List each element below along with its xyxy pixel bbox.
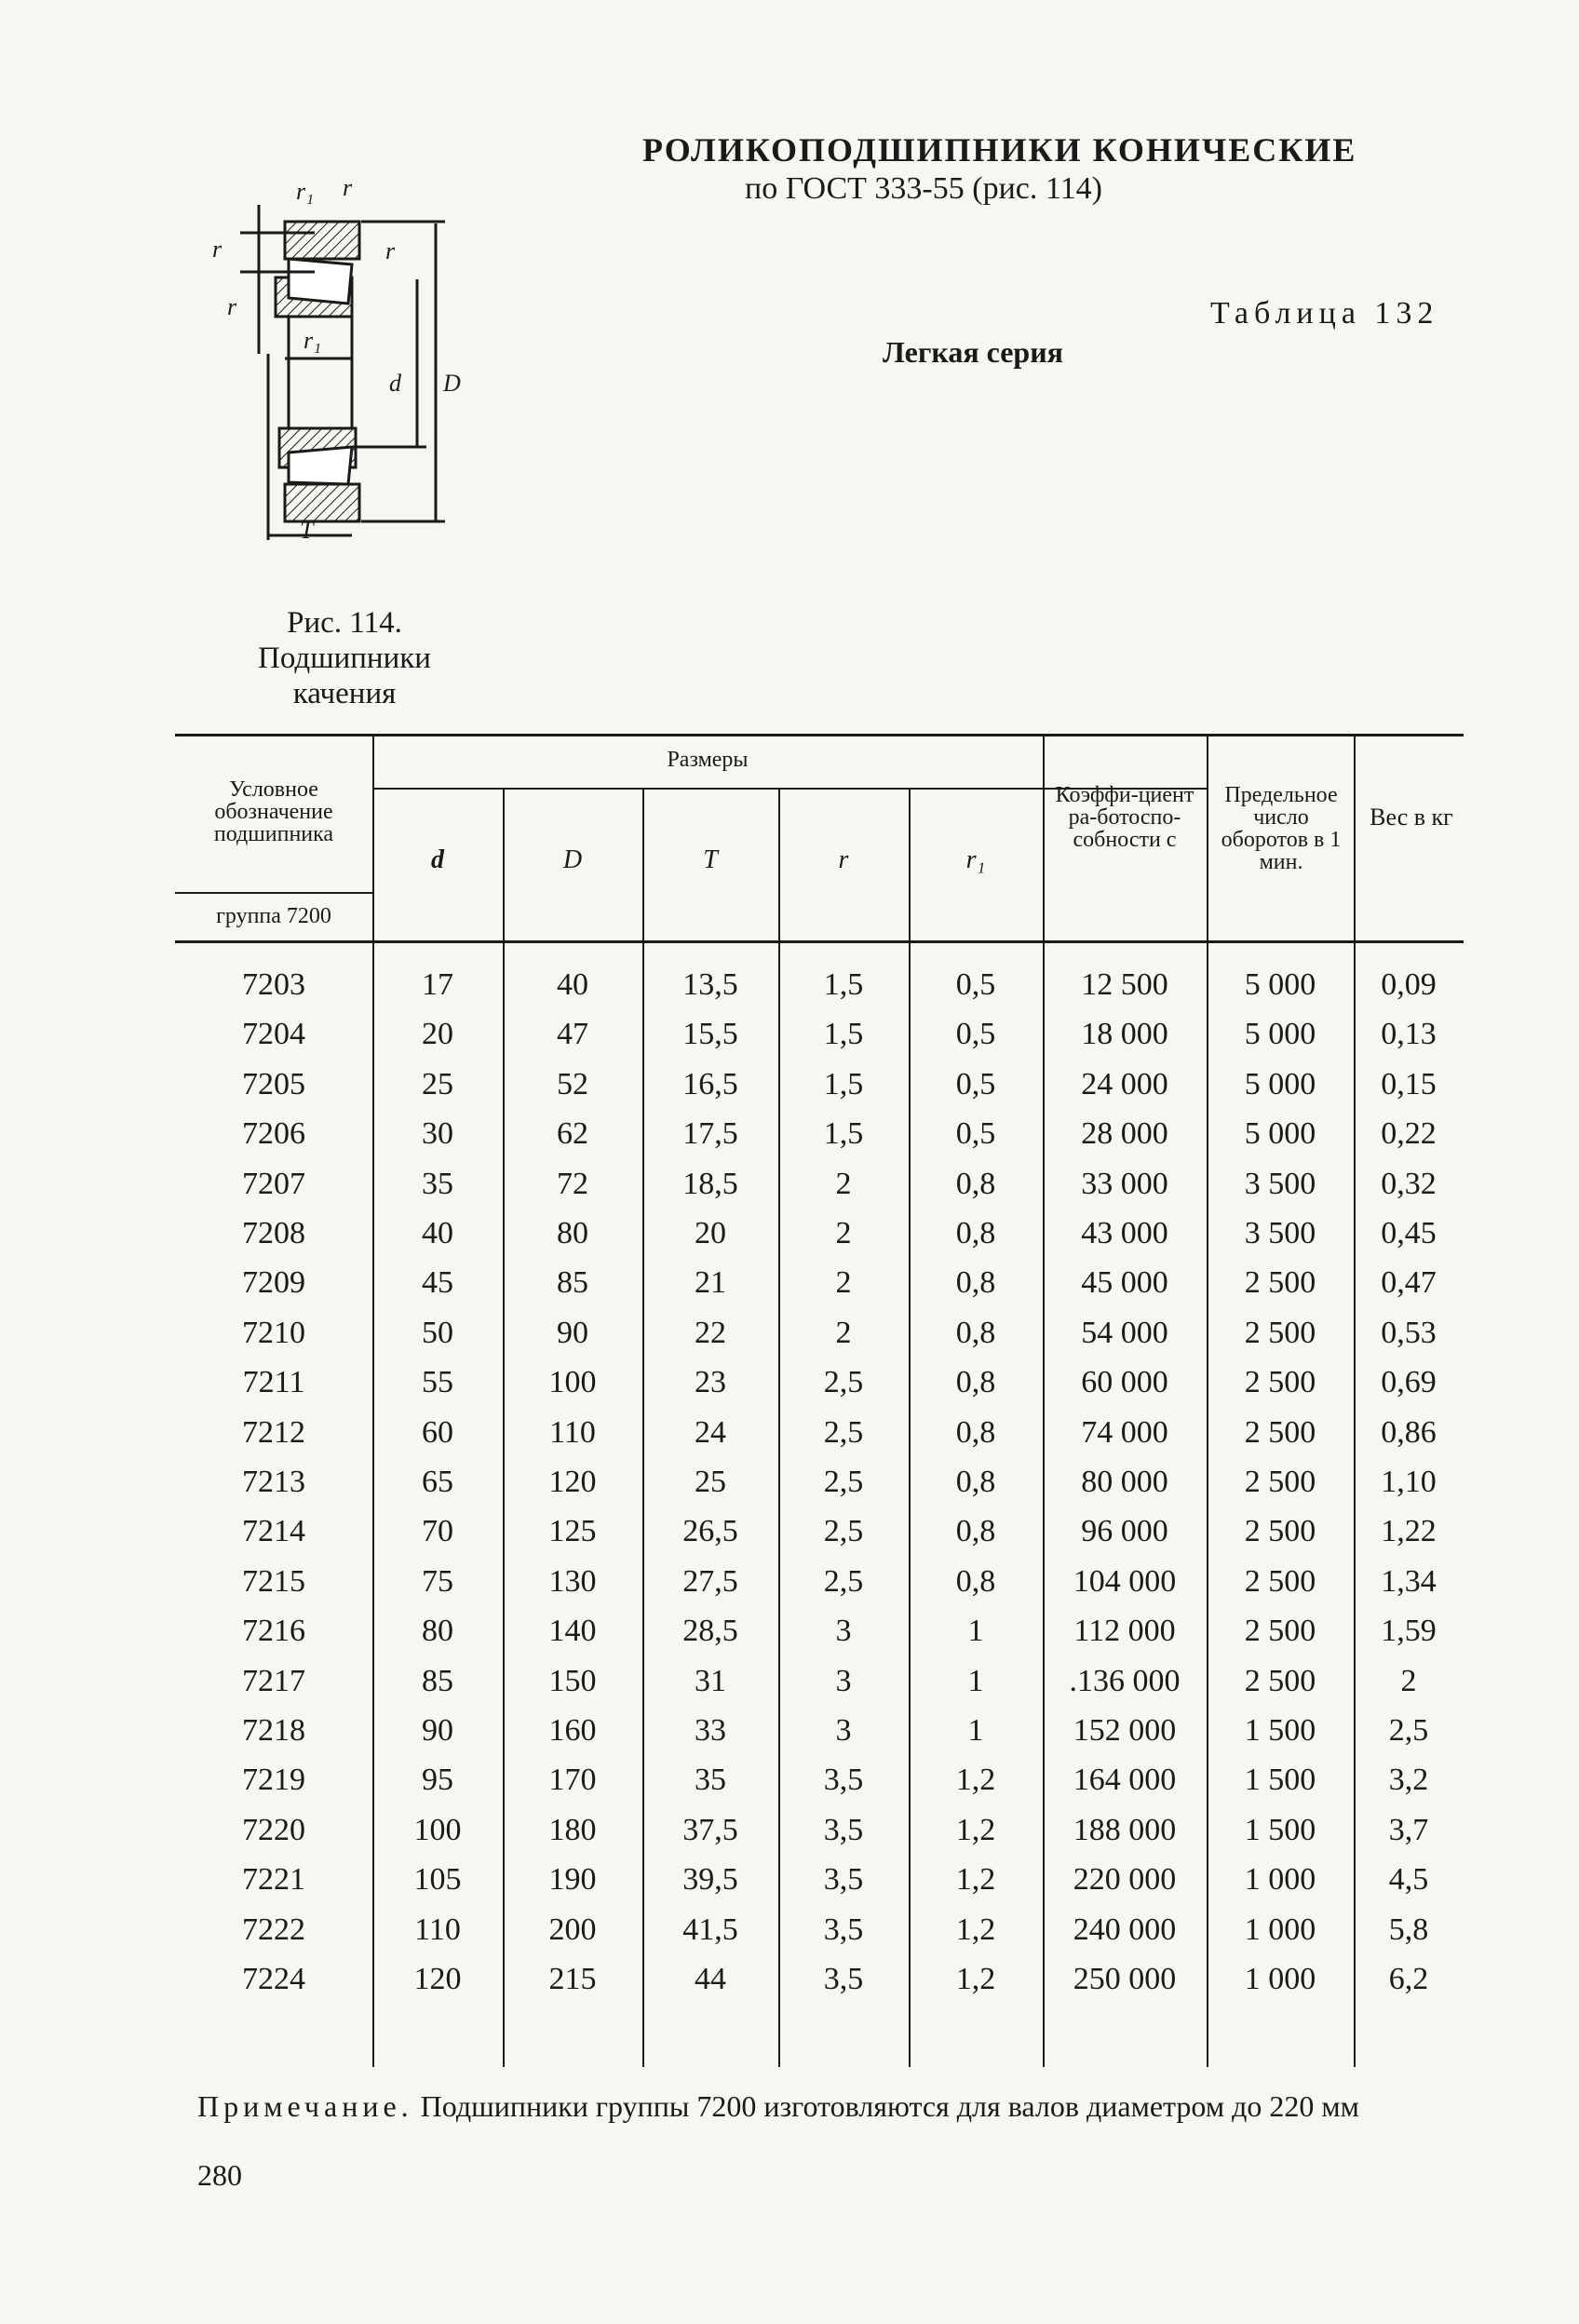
cell-speed-limit: 2 500 bbox=[1244, 1514, 1316, 1549]
caption-line: качения bbox=[292, 677, 397, 710]
cell-designation: 7205 bbox=[242, 1066, 305, 1101]
cell-designation: 7206 bbox=[242, 1116, 305, 1152]
cell-D: 125 bbox=[548, 1514, 597, 1549]
cell-designation: 7216 bbox=[242, 1614, 305, 1649]
cell-r1: 0,5 bbox=[955, 1017, 996, 1052]
fig-label-d: d bbox=[389, 370, 401, 397]
cell-D: 180 bbox=[548, 1812, 597, 1847]
cell-T: 24 bbox=[695, 1414, 726, 1450]
figure-caption bbox=[214, 605, 475, 711]
cell-designation: 7220 bbox=[242, 1812, 305, 1847]
cell-coefficient: 54 000 bbox=[1081, 1315, 1168, 1350]
cell-d: 75 bbox=[422, 1563, 453, 1599]
cell-weight: 1,22 bbox=[1381, 1514, 1437, 1549]
cell-r: 1,5 bbox=[823, 967, 864, 1002]
cell-coefficient: .136 000 bbox=[1069, 1663, 1181, 1698]
cell-D: 100 bbox=[548, 1365, 597, 1400]
cell-T: 25 bbox=[695, 1465, 726, 1499]
cell-speed-limit: 1 000 bbox=[1244, 1862, 1316, 1898]
cell-d: 90 bbox=[422, 1713, 453, 1748]
cell-r1: 0,8 bbox=[955, 1315, 996, 1350]
cell-coefficient: 43 000 bbox=[1081, 1216, 1168, 1250]
cell-T: 20 bbox=[695, 1216, 726, 1250]
cell-coefficient: 250 000 bbox=[1073, 1962, 1177, 1996]
cell-r: 3 bbox=[835, 1614, 852, 1649]
cell-weight: 6,2 bbox=[1388, 1962, 1429, 1996]
cell-speed-limit: 1 500 bbox=[1244, 1713, 1316, 1748]
cell-T: 33 bbox=[695, 1713, 726, 1748]
cell-weight: 0,09 bbox=[1381, 967, 1437, 1002]
cell-r: 2 bbox=[835, 1265, 852, 1301]
cell-coefficient: 18 000 bbox=[1081, 1017, 1168, 1052]
page-number: 280 bbox=[197, 2158, 242, 2192]
cell-designation: 7210 bbox=[242, 1315, 305, 1350]
cell-d: 85 bbox=[422, 1663, 453, 1698]
cell-D: 72 bbox=[557, 1166, 588, 1201]
fig-label-D: D bbox=[443, 370, 461, 397]
cell-coefficient: 33 000 bbox=[1081, 1166, 1168, 1201]
cell-r: 1,5 bbox=[823, 1066, 864, 1101]
cell-r: 3,5 bbox=[823, 1763, 864, 1798]
cell-speed-limit: 1 000 bbox=[1244, 1912, 1316, 1947]
cell-D: 80 bbox=[557, 1216, 588, 1250]
cell-T: 23 bbox=[695, 1365, 726, 1400]
cell-T: 17,5 bbox=[682, 1116, 738, 1152]
cell-weight: 4,5 bbox=[1388, 1862, 1429, 1898]
gost-reference: по ГОСТ 333-55 (рис. 114) bbox=[745, 171, 1102, 206]
cell-designation: 7203 bbox=[242, 967, 305, 1002]
cell-weight: 3,7 bbox=[1388, 1812, 1429, 1847]
cell-weight: 0,86 bbox=[1381, 1414, 1437, 1450]
cell-T: 35 bbox=[695, 1763, 726, 1798]
cell-r: 2,5 bbox=[823, 1365, 864, 1400]
bearing-drawing bbox=[203, 168, 482, 549]
cell-weight: 0,45 bbox=[1381, 1216, 1437, 1250]
cell-weight: 3,2 bbox=[1388, 1763, 1429, 1798]
cell-r: 1,5 bbox=[823, 1116, 864, 1152]
cell-weight: 1,34 bbox=[1381, 1563, 1437, 1599]
cell-r: 2,5 bbox=[823, 1465, 864, 1499]
cell-D: 200 bbox=[548, 1912, 597, 1947]
cell-r: 3,5 bbox=[823, 1912, 864, 1947]
header-bottom-rule bbox=[175, 940, 1464, 943]
cell-r: 2 bbox=[835, 1216, 852, 1250]
page-title: РОЛИКОПОДШИПНИКИ КОНИЧЕСКИЕ bbox=[642, 131, 1357, 169]
cell-coefficient: 60 000 bbox=[1081, 1365, 1168, 1400]
cell-d: 60 bbox=[422, 1414, 453, 1450]
cell-speed-limit: 5 000 bbox=[1244, 1066, 1316, 1101]
cell-D: 215 bbox=[548, 1962, 597, 1996]
cell-r1: 1 bbox=[967, 1713, 984, 1748]
cell-r1: 1,2 bbox=[955, 1862, 996, 1898]
cell-r1: 0,8 bbox=[955, 1514, 996, 1549]
cell-weight: 0,22 bbox=[1381, 1116, 1437, 1152]
cell-d: 40 bbox=[422, 1216, 453, 1250]
cell-coefficient: 96 000 bbox=[1081, 1514, 1168, 1549]
cell-d: 55 bbox=[422, 1365, 453, 1400]
cell-T: 31 bbox=[695, 1663, 726, 1698]
cell-D: 40 bbox=[557, 967, 588, 1002]
cell-speed-limit: 3 500 bbox=[1244, 1166, 1316, 1201]
cell-r1: 0,8 bbox=[955, 1465, 996, 1499]
cell-D: 150 bbox=[548, 1663, 597, 1698]
cell-r: 3,5 bbox=[823, 1812, 864, 1847]
cell-weight: 2 bbox=[1400, 1663, 1417, 1698]
cell-D: 160 bbox=[548, 1713, 597, 1748]
cell-designation: 7208 bbox=[242, 1216, 305, 1250]
cell-r: 3 bbox=[835, 1713, 852, 1748]
cell-coefficient: 188 000 bbox=[1073, 1812, 1177, 1847]
header-D: D bbox=[562, 845, 583, 874]
header-T: T bbox=[703, 845, 718, 874]
cell-d: 20 bbox=[422, 1017, 453, 1052]
cell-speed-limit: 2 500 bbox=[1244, 1663, 1316, 1698]
fig-label-r-mid: r bbox=[227, 293, 237, 320]
cell-T: 18,5 bbox=[682, 1166, 738, 1201]
cell-coefficient: 80 000 bbox=[1081, 1465, 1168, 1499]
fig-label-r-left: r bbox=[212, 236, 223, 263]
cell-d: 100 bbox=[413, 1812, 462, 1847]
cell-d: 25 bbox=[422, 1066, 453, 1101]
header-coefficient: Коэффи-циент ра-ботоспо-собности c bbox=[1055, 783, 1194, 852]
cell-D: 90 bbox=[557, 1315, 588, 1350]
cell-d: 50 bbox=[422, 1315, 453, 1350]
cell-r: 1,5 bbox=[823, 1017, 864, 1052]
table-number: Таблица 132 bbox=[1210, 296, 1439, 331]
cell-r1: 0,5 bbox=[955, 967, 996, 1002]
header-r: r bbox=[838, 845, 849, 874]
cell-weight: 0,69 bbox=[1381, 1365, 1437, 1400]
fig-label-r-right: r bbox=[385, 237, 396, 264]
cell-T: 21 bbox=[695, 1265, 726, 1301]
cell-D: 120 bbox=[548, 1465, 597, 1499]
cell-d: 65 bbox=[422, 1465, 453, 1499]
caption-line: Подшипники bbox=[258, 642, 431, 675]
cell-r1: 1,2 bbox=[955, 1962, 996, 1996]
cell-designation: 7214 bbox=[242, 1514, 305, 1549]
cell-d: 95 bbox=[422, 1763, 453, 1798]
cell-designation: 7213 bbox=[242, 1465, 305, 1499]
cell-designation: 7212 bbox=[242, 1414, 305, 1450]
fig-label-T: T bbox=[300, 517, 314, 544]
cell-d: 120 bbox=[413, 1962, 462, 1996]
cell-speed-limit: 5 000 bbox=[1244, 1017, 1316, 1052]
header-speed-limit: Предельное число оборотов в 1 мин. bbox=[1221, 783, 1342, 874]
cell-r1: 1,2 bbox=[955, 1763, 996, 1798]
cell-d: 80 bbox=[422, 1614, 453, 1649]
cell-D: 170 bbox=[548, 1763, 597, 1798]
cell-T: 37,5 bbox=[682, 1812, 738, 1847]
cell-d: 30 bbox=[422, 1116, 453, 1152]
cell-T: 13,5 bbox=[682, 967, 738, 1002]
header-group: группа 7200 bbox=[216, 904, 331, 928]
cell-speed-limit: 1 500 bbox=[1244, 1812, 1316, 1847]
cell-weight: 0,15 bbox=[1381, 1066, 1437, 1101]
cell-T: 44 bbox=[695, 1962, 726, 1996]
cell-coefficient: 152 000 bbox=[1073, 1713, 1177, 1748]
cell-D: 130 bbox=[548, 1563, 597, 1599]
cell-r: 2,5 bbox=[823, 1514, 864, 1549]
cell-weight: 2,5 bbox=[1388, 1713, 1429, 1748]
cell-r1: 0,8 bbox=[955, 1166, 996, 1201]
cell-speed-limit: 2 500 bbox=[1244, 1414, 1316, 1450]
cell-r1: 0,8 bbox=[955, 1265, 996, 1301]
cell-designation: 7209 bbox=[242, 1265, 305, 1301]
cell-coefficient: 104 000 bbox=[1073, 1563, 1177, 1599]
cell-r: 3,5 bbox=[823, 1862, 864, 1898]
cell-designation: 7224 bbox=[242, 1962, 305, 1996]
note-text: Подшипники группы 7200 изготовляются для валов диаметром до 220 мм bbox=[420, 2089, 1359, 2123]
cell-D: 52 bbox=[557, 1066, 588, 1101]
cell-designation: 7219 bbox=[242, 1763, 305, 1798]
cell-weight: 5,8 bbox=[1388, 1912, 1429, 1947]
cell-coefficient: 28 000 bbox=[1081, 1116, 1168, 1152]
cell-designation: 7211 bbox=[242, 1365, 305, 1400]
cell-r: 2,5 bbox=[823, 1563, 864, 1599]
cell-speed-limit: 2 500 bbox=[1244, 1465, 1316, 1499]
cell-r1: 0,8 bbox=[955, 1216, 996, 1250]
bearing-table bbox=[175, 734, 1464, 2067]
cell-speed-limit: 1 000 bbox=[1244, 1962, 1316, 1996]
cell-coefficient: 112 000 bbox=[1073, 1614, 1176, 1649]
cell-D: 110 bbox=[549, 1414, 596, 1450]
cell-d: 105 bbox=[413, 1862, 462, 1898]
cell-D: 140 bbox=[548, 1614, 597, 1649]
table-top-rule bbox=[175, 734, 1464, 736]
cell-r1: 0,5 bbox=[955, 1116, 996, 1152]
header-r1: r₁ bbox=[965, 845, 986, 874]
cell-speed-limit: 2 500 bbox=[1244, 1614, 1316, 1649]
header-d: d bbox=[431, 845, 444, 874]
cell-r1: 0,8 bbox=[955, 1365, 996, 1400]
cell-coefficient: 12 500 bbox=[1081, 967, 1168, 1002]
cell-designation: 7215 bbox=[242, 1563, 305, 1599]
cell-designation: 7204 bbox=[242, 1017, 305, 1052]
cell-speed-limit: 2 500 bbox=[1244, 1315, 1316, 1350]
cell-coefficient: 45 000 bbox=[1081, 1265, 1168, 1301]
cell-r: 3,5 bbox=[823, 1962, 864, 1996]
header-designation: Условное обозначение подшипника bbox=[213, 777, 334, 846]
cell-r1: 1,2 bbox=[955, 1912, 996, 1947]
cell-speed-limit: 5 000 bbox=[1244, 967, 1316, 1002]
cell-designation: 7217 bbox=[242, 1663, 305, 1698]
cell-T: 28,5 bbox=[682, 1614, 738, 1649]
cell-weight: 0,13 bbox=[1381, 1017, 1437, 1052]
cell-D: 62 bbox=[557, 1116, 588, 1152]
cell-r1: 1 bbox=[967, 1614, 984, 1649]
cell-coefficient: 164 000 bbox=[1073, 1763, 1177, 1798]
cell-d: 70 bbox=[422, 1514, 453, 1549]
cell-weight: 0,32 bbox=[1381, 1166, 1437, 1201]
cell-designation: 7222 bbox=[242, 1912, 305, 1947]
cell-T: 41,5 bbox=[682, 1912, 738, 1947]
caption-line: Рис. 114. bbox=[287, 606, 402, 640]
cell-T: 26,5 bbox=[682, 1514, 738, 1549]
cell-r1: 1,2 bbox=[955, 1812, 996, 1847]
cell-weight: 0,53 bbox=[1381, 1315, 1437, 1350]
cell-r: 3 bbox=[835, 1663, 852, 1698]
note-label: Примечание. bbox=[197, 2089, 413, 2123]
cell-speed-limit: 2 500 bbox=[1244, 1265, 1316, 1301]
cell-coefficient: 24 000 bbox=[1081, 1066, 1168, 1101]
series-title: Легкая серия bbox=[883, 335, 1063, 369]
cell-r1: 0,8 bbox=[955, 1414, 996, 1450]
cell-T: 27,5 bbox=[682, 1563, 738, 1599]
cell-d: 35 bbox=[422, 1166, 453, 1201]
cell-r1: 0,8 bbox=[955, 1563, 996, 1599]
header-weight: Вес в кг bbox=[1370, 804, 1453, 831]
cell-r1: 1 bbox=[967, 1663, 984, 1698]
cell-coefficient: 240 000 bbox=[1073, 1912, 1177, 1947]
group-rule bbox=[175, 892, 372, 894]
cell-r: 2 bbox=[835, 1166, 852, 1201]
cell-weight: 1,59 bbox=[1381, 1614, 1437, 1649]
cell-speed-limit: 2 500 bbox=[1244, 1563, 1316, 1599]
cell-weight: 0,47 bbox=[1381, 1265, 1437, 1301]
cell-coefficient: 220 000 bbox=[1073, 1862, 1177, 1898]
cell-r1: 0,5 bbox=[955, 1066, 996, 1101]
cell-designation: 7218 bbox=[242, 1713, 305, 1748]
cell-r: 2,5 bbox=[823, 1414, 864, 1450]
cell-speed-limit: 3 500 bbox=[1244, 1216, 1316, 1250]
cell-D: 85 bbox=[557, 1265, 588, 1301]
cell-weight: 1,10 bbox=[1381, 1465, 1437, 1499]
cell-D: 190 bbox=[548, 1862, 597, 1898]
table-note bbox=[197, 2086, 1464, 2127]
cell-designation: 7221 bbox=[242, 1862, 305, 1898]
fig-label-r-top: r bbox=[343, 174, 353, 201]
cell-designation: 7207 bbox=[242, 1166, 305, 1201]
cell-D: 47 bbox=[557, 1017, 588, 1052]
cell-coefficient: 74 000 bbox=[1081, 1414, 1168, 1450]
fig-label-r1-mid: r₁ bbox=[304, 327, 322, 354]
fig-label-r1-top: r₁ bbox=[296, 178, 315, 205]
cell-speed-limit: 5 000 bbox=[1244, 1116, 1316, 1152]
header-dimensions: Размеры bbox=[667, 748, 749, 772]
cell-T: 16,5 bbox=[682, 1066, 738, 1101]
cell-speed-limit: 1 500 bbox=[1244, 1763, 1316, 1798]
cell-T: 22 bbox=[695, 1315, 726, 1350]
cell-T: 39,5 bbox=[682, 1862, 738, 1898]
cell-r: 2 bbox=[835, 1315, 852, 1350]
cell-d: 17 bbox=[422, 967, 453, 1002]
cell-d: 45 bbox=[422, 1265, 453, 1301]
cell-speed-limit: 2 500 bbox=[1244, 1365, 1316, 1400]
cell-T: 15,5 bbox=[682, 1017, 738, 1052]
cell-d: 110 bbox=[414, 1912, 461, 1947]
